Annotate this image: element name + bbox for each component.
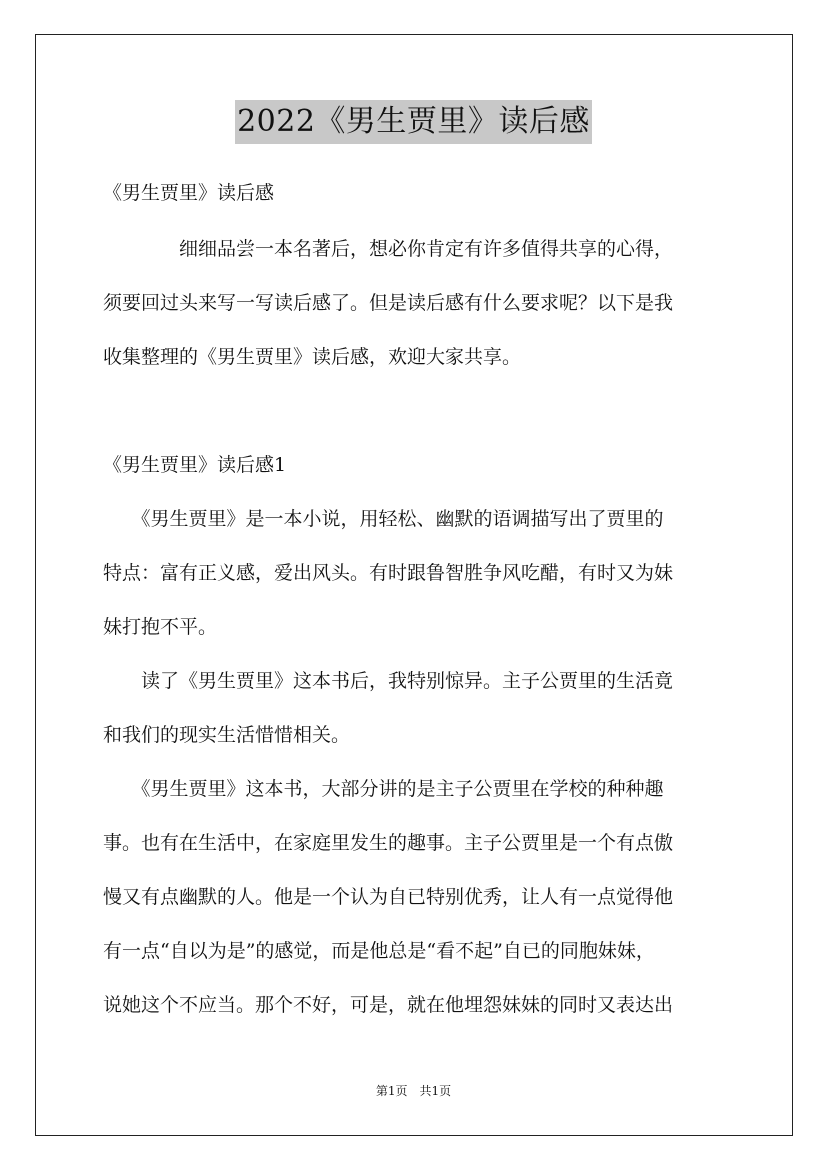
paragraph-line: 特点：富有正义感，爱出风头。有时跟鲁智胜争风吃醋，有时又为妹 — [103, 562, 674, 584]
paragraph-line: 读了《男生贾里》这本书后，我特别惊异。主子公贾里的生活竟 — [103, 670, 674, 692]
section-heading: 《男生贾里》读后感1 — [103, 454, 287, 476]
paragraph-line: 《男生贾里》这本书，大部分讲的是主子公贾里在学校的种种趣 — [103, 778, 664, 800]
paragraph-line: 须要回过头来写一写读后感了。但是读后感有什么要求呢？以下是我 — [103, 292, 674, 314]
paragraph-line: 和我们的现实生活惜惜相关。 — [103, 724, 351, 746]
paragraph-line: 收集整理的《男生贾里》读后感，欢迎大家共享。 — [103, 346, 522, 368]
paragraph-line: 《男生贾里》是一本小说，用轻松、幽默的语调描写出了贾里的 — [103, 508, 664, 530]
paragraph-line: 说她这个不应当。那个不好，可是，就在他埋怨妹妹的同时又表达出 — [103, 994, 674, 1016]
paragraph-line: 慢又有点幽默的人。他是一个认为自已特别优秀，让人有一点觉得他 — [103, 886, 674, 908]
paragraph-line: 有一点“自以为是”的感觉，而是他总是“看不起”自已的同胞妹妹， — [103, 940, 655, 962]
title-container — [0, 100, 827, 144]
paragraph-line: 事。也有在生活中，在家庭里发生的趣事。主子公贾里是一个有点傲 — [103, 832, 674, 854]
intro-heading: 《男生贾里》读后感 — [103, 182, 275, 204]
document-title: 2022《男生贾里》读后感 — [235, 100, 592, 144]
paragraph-line: 妹打抱不平。 — [103, 616, 218, 638]
page-footer: 第1页 共1页 — [375, 1084, 452, 1098]
paragraph-line: 细细品尝一本名著后，想必你肯定有许多值得共享的心得， — [103, 238, 674, 260]
